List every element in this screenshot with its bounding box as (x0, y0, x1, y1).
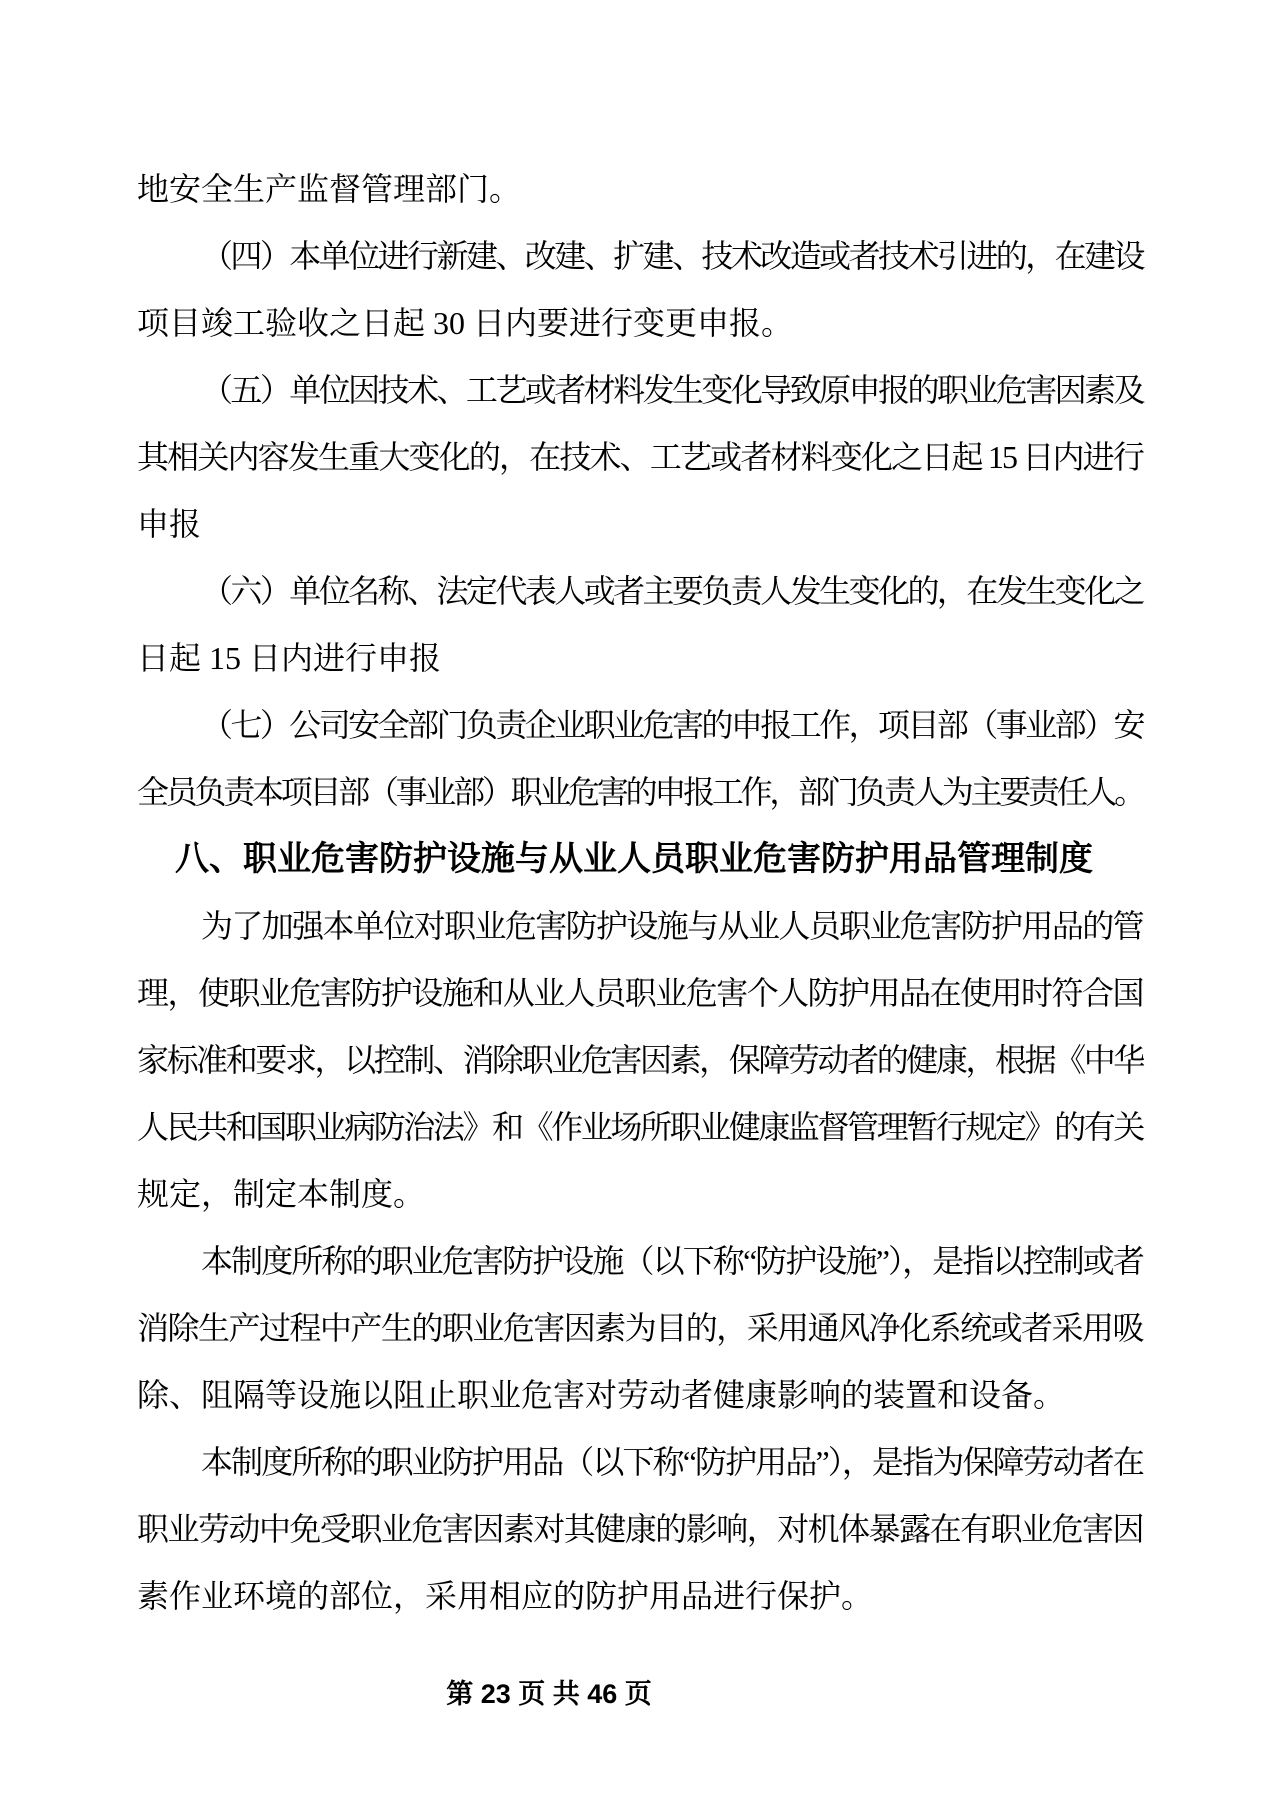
text-line (137, 290, 1143, 357)
text-line-content: （七）公司安全部门负责企业职业危害的申报工作，项目部（事业部）安 (201, 707, 1143, 743)
text-line (137, 625, 1143, 692)
text-line-content: 日起 15 日内进行申报 (137, 640, 442, 676)
text-line-content: 八、职业危害防护设施与从业人员职业危害防护用品管理制度 (175, 840, 1093, 878)
text-line-content: 为了加强本单位对职业危害防护设施与从业人员职业危害防护用品的管 (201, 908, 1143, 944)
text-line (137, 893, 1143, 960)
text-line-content: 职业劳动中免受职业危害因素对其健康的影响，对机体暴露在有职业危害因 (137, 1511, 1143, 1547)
text-line (137, 1496, 1143, 1563)
text-line (137, 759, 1143, 826)
text-line (137, 1429, 1143, 1496)
text-line (137, 156, 1143, 223)
text-line (137, 223, 1143, 290)
page-number-text: 第 23 页 共 46 页 (446, 1679, 652, 1709)
text-line-content: （五）单位因技术、工艺或者材料发生变化导致原申报的职业危害因素及 (201, 372, 1143, 408)
text-line (137, 1228, 1143, 1295)
text-line-content: 规定，制定本制度。 (137, 1176, 426, 1212)
page-footer (446, 1678, 652, 1710)
text-line-content: 其相关内容发生重大变化的，在技术、工艺或者材料变化之日起 15 日内进行 (137, 439, 1143, 475)
text-line-content: （六）单位名称、法定代表人或者主要负责人发生变化的，在发生变化之 (201, 573, 1143, 609)
text-line (137, 692, 1143, 759)
text-line (137, 1563, 1143, 1630)
text-line (137, 1362, 1143, 1429)
text-line (137, 357, 1143, 424)
text-line (137, 1027, 1143, 1094)
text-line (137, 424, 1143, 491)
text-line-content: （四）本单位进行新建、改建、扩建、技术改造或者技术引进的，在建设 (201, 238, 1143, 274)
document-body (137, 156, 1143, 1630)
text-line-content: 家标准和要求，以控制、消除职业危害因素，保障劳动者的健康，根据《中华 (137, 1042, 1143, 1078)
text-line-content: 本制度所称的职业危害防护设施（以下称“防护设施”），是指以控制或者 (201, 1243, 1143, 1279)
text-line (137, 1161, 1143, 1228)
text-line (137, 558, 1143, 625)
text-line (137, 491, 1143, 558)
text-line (137, 960, 1143, 1027)
text-line-content: 申报 (137, 506, 202, 542)
text-line (137, 1094, 1143, 1161)
section-heading (137, 826, 1143, 893)
text-line-content: 项目竣工验收之日起 30 日内要进行变更申报。 (137, 305, 794, 341)
text-line-content: 地安全生产监督管理部门。 (137, 171, 522, 207)
text-line-content: 本制度所称的职业防护用品（以下称“防护用品”），是指为保障劳动者在 (201, 1444, 1143, 1480)
text-line-content: 理，使职业危害防护设施和从业人员职业危害个人防护用品在使用时符合国 (137, 975, 1143, 1011)
text-line-content: 素作业环境的部位，采用相应的防护用品进行保护。 (137, 1578, 874, 1614)
text-line-content: 全员负责本项目部（事业部）职业危害的申报工作，部门负责人为主要责任人。 (137, 774, 1143, 810)
text-line-content: 除、阻隔等设施以阻止职业危害对劳动者健康影响的装置和设备。 (137, 1377, 1066, 1413)
text-line-content: 人民共和国职业病防治法》和《作业场所职业健康监督管理暂行规定》的有关 (137, 1109, 1143, 1145)
text-line-content: 消除生产过程中产生的职业危害因素为目的，采用通风净化系统或者采用吸 (137, 1310, 1143, 1346)
text-line (137, 1295, 1143, 1362)
